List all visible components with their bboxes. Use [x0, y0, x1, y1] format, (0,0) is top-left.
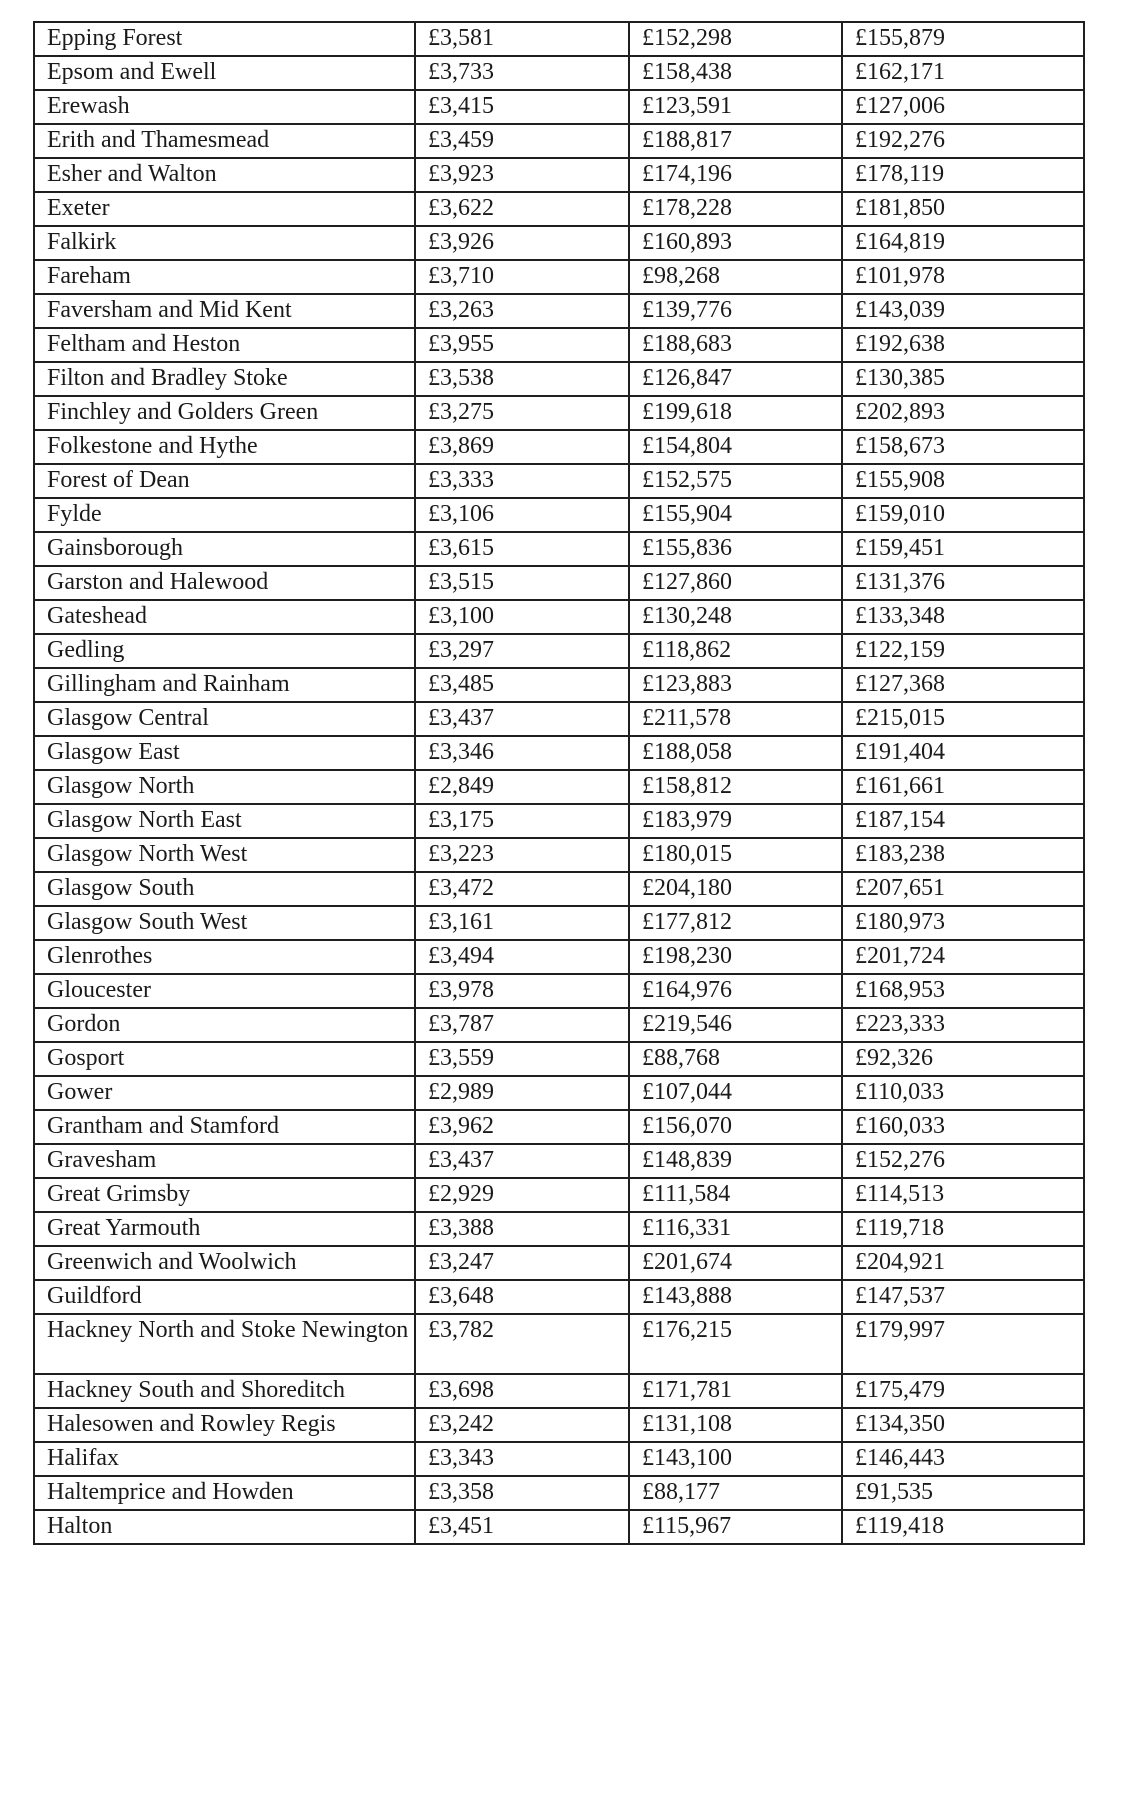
- value-cell-col4: £191,404: [842, 736, 1084, 770]
- value-cell-col4: £119,418: [842, 1510, 1084, 1544]
- value-cell-col3: £156,070: [629, 1110, 842, 1144]
- value-cell-col3: £177,812: [629, 906, 842, 940]
- constituency-name-cell: Guildford: [34, 1280, 415, 1314]
- value-cell-col3: £130,248: [629, 600, 842, 634]
- value-cell-col2: £3,782: [415, 1314, 629, 1374]
- value-cell-col2: £3,333: [415, 464, 629, 498]
- value-cell-col2: £3,297: [415, 634, 629, 668]
- value-cell-col3: £180,015: [629, 838, 842, 872]
- table-row: [34, 600, 1084, 634]
- value-cell-col2: £3,451: [415, 1510, 629, 1544]
- value-cell-col3: £131,108: [629, 1408, 842, 1442]
- value-cell-col4: £207,651: [842, 872, 1084, 906]
- table-row: [34, 124, 1084, 158]
- value-cell-col2: £3,223: [415, 838, 629, 872]
- value-cell-col4: £183,238: [842, 838, 1084, 872]
- value-cell-col4: £201,724: [842, 940, 1084, 974]
- table-row: [34, 464, 1084, 498]
- constituency-name-cell: Grantham and Stamford: [34, 1110, 415, 1144]
- value-cell-col2: £3,346: [415, 736, 629, 770]
- table-row: [34, 1246, 1084, 1280]
- value-cell-col4: £146,443: [842, 1442, 1084, 1476]
- value-cell-col2: £3,648: [415, 1280, 629, 1314]
- value-cell-col4: £119,718: [842, 1212, 1084, 1246]
- constituency-name-cell: Glenrothes: [34, 940, 415, 974]
- value-cell-col2: £3,388: [415, 1212, 629, 1246]
- table-row: [34, 566, 1084, 600]
- value-cell-col2: £3,343: [415, 1442, 629, 1476]
- value-cell-col4: £130,385: [842, 362, 1084, 396]
- value-cell-col4: £159,010: [842, 498, 1084, 532]
- value-cell-col3: £204,180: [629, 872, 842, 906]
- constituency-name-cell: Hackney North and Stoke Newington: [34, 1314, 415, 1374]
- value-cell-col2: £3,437: [415, 1144, 629, 1178]
- constituency-name-cell: Gainsborough: [34, 532, 415, 566]
- table-row: [34, 328, 1084, 362]
- value-cell-col3: £171,781: [629, 1374, 842, 1408]
- value-cell-col4: £147,537: [842, 1280, 1084, 1314]
- constituency-name-cell: Exeter: [34, 192, 415, 226]
- constituency-name-cell: Finchley and Golders Green: [34, 396, 415, 430]
- value-cell-col3: £107,044: [629, 1076, 842, 1110]
- value-cell-col2: £3,955: [415, 328, 629, 362]
- table-row: [34, 1510, 1084, 1544]
- value-cell-col3: £155,836: [629, 532, 842, 566]
- value-cell-col4: £131,376: [842, 566, 1084, 600]
- constituency-name-cell: Glasgow North East: [34, 804, 415, 838]
- constituency-name-cell: Glasgow South West: [34, 906, 415, 940]
- value-cell-col2: £3,622: [415, 192, 629, 226]
- value-cell-col3: £111,584: [629, 1178, 842, 1212]
- value-cell-col2: £3,515: [415, 566, 629, 600]
- value-cell-col2: £3,263: [415, 294, 629, 328]
- value-cell-col4: £159,451: [842, 532, 1084, 566]
- value-cell-col2: £3,926: [415, 226, 629, 260]
- constituency-name-cell: Filton and Bradley Stoke: [34, 362, 415, 396]
- value-cell-col3: £154,804: [629, 430, 842, 464]
- value-cell-col3: £211,578: [629, 702, 842, 736]
- value-cell-col4: £215,015: [842, 702, 1084, 736]
- table-row: [34, 1212, 1084, 1246]
- table-row: [34, 1476, 1084, 1510]
- value-cell-col4: £101,978: [842, 260, 1084, 294]
- value-cell-col3: £127,860: [629, 566, 842, 600]
- constituency-name-cell: Glasgow South: [34, 872, 415, 906]
- constituency-name-cell: Gosport: [34, 1042, 415, 1076]
- value-cell-col4: £223,333: [842, 1008, 1084, 1042]
- value-cell-col2: £3,161: [415, 906, 629, 940]
- constituency-name-cell: Fylde: [34, 498, 415, 532]
- constituency-name-cell: Forest of Dean: [34, 464, 415, 498]
- value-cell-col2: £2,849: [415, 770, 629, 804]
- value-cell-col2: £3,787: [415, 1008, 629, 1042]
- value-cell-col4: £192,276: [842, 124, 1084, 158]
- value-cell-col2: £3,358: [415, 1476, 629, 1510]
- table-row: [34, 736, 1084, 770]
- table-row: [34, 1110, 1084, 1144]
- constituency-name-cell: Glasgow North: [34, 770, 415, 804]
- constituency-name-cell: Glasgow Central: [34, 702, 415, 736]
- constituency-name-cell: Halifax: [34, 1442, 415, 1476]
- value-cell-col3: £188,058: [629, 736, 842, 770]
- constituency-name-cell: Gordon: [34, 1008, 415, 1042]
- table-row: [34, 702, 1084, 736]
- value-cell-col4: £168,953: [842, 974, 1084, 1008]
- table-row: [34, 1374, 1084, 1408]
- value-cell-col3: £158,812: [629, 770, 842, 804]
- value-cell-col2: £3,275: [415, 396, 629, 430]
- constituency-name-cell: Hackney South and Shoreditch: [34, 1374, 415, 1408]
- value-cell-col3: £198,230: [629, 940, 842, 974]
- constituency-table: [33, 21, 1085, 1545]
- constituency-name-cell: Gower: [34, 1076, 415, 1110]
- table-row: [34, 396, 1084, 430]
- value-cell-col2: £3,247: [415, 1246, 629, 1280]
- value-cell-col4: £133,348: [842, 600, 1084, 634]
- table-row: [34, 498, 1084, 532]
- constituency-name-cell: Folkestone and Hythe: [34, 430, 415, 464]
- value-cell-col4: £164,819: [842, 226, 1084, 260]
- constituency-name-cell: Halton: [34, 1510, 415, 1544]
- constituency-name-cell: Epping Forest: [34, 22, 415, 56]
- table-row: [34, 1314, 1084, 1374]
- value-cell-col3: £164,976: [629, 974, 842, 1008]
- value-cell-col4: £161,661: [842, 770, 1084, 804]
- table-row: [34, 1008, 1084, 1042]
- value-cell-col3: £176,215: [629, 1314, 842, 1374]
- value-cell-col4: £127,368: [842, 668, 1084, 702]
- value-cell-col2: £2,989: [415, 1076, 629, 1110]
- constituency-name-cell: Faversham and Mid Kent: [34, 294, 415, 328]
- table-row: [34, 1280, 1084, 1314]
- table-row: [34, 634, 1084, 668]
- value-cell-col2: £3,538: [415, 362, 629, 396]
- table-row: [34, 804, 1084, 838]
- table-row: [34, 770, 1084, 804]
- value-cell-col3: £126,847: [629, 362, 842, 396]
- table-row: [34, 56, 1084, 90]
- table-row: [34, 90, 1084, 124]
- value-cell-col4: £155,879: [842, 22, 1084, 56]
- value-cell-col4: £158,673: [842, 430, 1084, 464]
- constituency-name-cell: Gillingham and Rainham: [34, 668, 415, 702]
- value-cell-col3: £148,839: [629, 1144, 842, 1178]
- constituency-name-cell: Feltham and Heston: [34, 328, 415, 362]
- table-row: [34, 1408, 1084, 1442]
- value-cell-col2: £3,923: [415, 158, 629, 192]
- value-cell-col2: £3,100: [415, 600, 629, 634]
- value-cell-col4: £127,006: [842, 90, 1084, 124]
- table-row: [34, 1442, 1084, 1476]
- value-cell-col2: £3,710: [415, 260, 629, 294]
- value-cell-col4: £122,159: [842, 634, 1084, 668]
- table-row: [34, 1042, 1084, 1076]
- table-row: [34, 906, 1084, 940]
- constituency-name-cell: Great Grimsby: [34, 1178, 415, 1212]
- value-cell-col4: £204,921: [842, 1246, 1084, 1280]
- value-cell-col4: £202,893: [842, 396, 1084, 430]
- constituency-name-cell: Garston and Halewood: [34, 566, 415, 600]
- value-cell-col3: £139,776: [629, 294, 842, 328]
- value-cell-col4: £192,638: [842, 328, 1084, 362]
- constituency-name-cell: Halesowen and Rowley Regis: [34, 1408, 415, 1442]
- table-row: [34, 22, 1084, 56]
- value-cell-col4: £152,276: [842, 1144, 1084, 1178]
- table-row: [34, 430, 1084, 464]
- value-cell-col4: £160,033: [842, 1110, 1084, 1144]
- value-cell-col4: £134,350: [842, 1408, 1084, 1442]
- table-row: [34, 1144, 1084, 1178]
- value-cell-col2: £3,615: [415, 532, 629, 566]
- value-cell-col3: £88,768: [629, 1042, 842, 1076]
- value-cell-col4: £187,154: [842, 804, 1084, 838]
- table-row: [34, 1178, 1084, 1212]
- table-row: [34, 362, 1084, 396]
- constituency-name-cell: Epsom and Ewell: [34, 56, 415, 90]
- value-cell-col2: £3,106: [415, 498, 629, 532]
- value-cell-col4: £162,171: [842, 56, 1084, 90]
- value-cell-col2: £3,437: [415, 702, 629, 736]
- constituency-name-cell: Gedling: [34, 634, 415, 668]
- value-cell-col4: £155,908: [842, 464, 1084, 498]
- value-cell-col2: £3,733: [415, 56, 629, 90]
- value-cell-col3: £152,298: [629, 22, 842, 56]
- value-cell-col2: £3,175: [415, 804, 629, 838]
- table-row: [34, 158, 1084, 192]
- value-cell-col3: £188,683: [629, 328, 842, 362]
- value-cell-col3: £183,979: [629, 804, 842, 838]
- constituency-name-cell: Esher and Walton: [34, 158, 415, 192]
- table-row: [34, 1076, 1084, 1110]
- value-cell-col2: £3,962: [415, 1110, 629, 1144]
- table-row: [34, 192, 1084, 226]
- value-cell-col2: £3,494: [415, 940, 629, 974]
- value-cell-col3: £123,591: [629, 90, 842, 124]
- value-cell-col3: £160,893: [629, 226, 842, 260]
- table-row: [34, 974, 1084, 1008]
- value-cell-col4: £181,850: [842, 192, 1084, 226]
- table-row: [34, 872, 1084, 906]
- value-cell-col2: £3,978: [415, 974, 629, 1008]
- value-cell-col3: £152,575: [629, 464, 842, 498]
- value-cell-col4: £110,033: [842, 1076, 1084, 1110]
- value-cell-col3: £118,862: [629, 634, 842, 668]
- value-cell-col2: £3,559: [415, 1042, 629, 1076]
- table-row: [34, 838, 1084, 872]
- value-cell-col3: £158,438: [629, 56, 842, 90]
- value-cell-col4: £92,326: [842, 1042, 1084, 1076]
- value-cell-col2: £3,869: [415, 430, 629, 464]
- value-cell-col3: £143,100: [629, 1442, 842, 1476]
- value-cell-col2: £2,929: [415, 1178, 629, 1212]
- value-cell-col4: £179,997: [842, 1314, 1084, 1374]
- table-row: [34, 260, 1084, 294]
- constituency-name-cell: Great Yarmouth: [34, 1212, 415, 1246]
- value-cell-col3: £115,967: [629, 1510, 842, 1544]
- table-row: [34, 226, 1084, 260]
- value-cell-col3: £116,331: [629, 1212, 842, 1246]
- value-cell-col2: £3,459: [415, 124, 629, 158]
- value-cell-col3: £219,546: [629, 1008, 842, 1042]
- value-cell-col3: £174,196: [629, 158, 842, 192]
- constituency-name-cell: Gateshead: [34, 600, 415, 634]
- value-cell-col2: £3,415: [415, 90, 629, 124]
- constituency-name-cell: Haltemprice and Howden: [34, 1476, 415, 1510]
- constituency-name-cell: Fareham: [34, 260, 415, 294]
- value-cell-col3: £98,268: [629, 260, 842, 294]
- constituency-name-cell: Gravesham: [34, 1144, 415, 1178]
- value-cell-col2: £3,581: [415, 22, 629, 56]
- value-cell-col3: £178,228: [629, 192, 842, 226]
- value-cell-col4: £180,973: [842, 906, 1084, 940]
- value-cell-col2: £3,485: [415, 668, 629, 702]
- value-cell-col3: £188,817: [629, 124, 842, 158]
- constituency-name-cell: Glasgow North West: [34, 838, 415, 872]
- value-cell-col4: £143,039: [842, 294, 1084, 328]
- value-cell-col4: £175,479: [842, 1374, 1084, 1408]
- constituency-name-cell: Glasgow East: [34, 736, 415, 770]
- value-cell-col2: £3,698: [415, 1374, 629, 1408]
- value-cell-col4: £91,535: [842, 1476, 1084, 1510]
- value-cell-col4: £114,513: [842, 1178, 1084, 1212]
- value-cell-col3: £155,904: [629, 498, 842, 532]
- constituency-name-cell: Falkirk: [34, 226, 415, 260]
- constituency-name-cell: Greenwich and Woolwich: [34, 1246, 415, 1280]
- value-cell-col3: £88,177: [629, 1476, 842, 1510]
- value-cell-col3: £143,888: [629, 1280, 842, 1314]
- table-row: [34, 668, 1084, 702]
- value-cell-col3: £123,883: [629, 668, 842, 702]
- value-cell-col3: £199,618: [629, 396, 842, 430]
- value-cell-col2: £3,242: [415, 1408, 629, 1442]
- table-row: [34, 532, 1084, 566]
- value-cell-col3: £201,674: [629, 1246, 842, 1280]
- constituency-name-cell: Gloucester: [34, 974, 415, 1008]
- value-cell-col4: £178,119: [842, 158, 1084, 192]
- constituency-name-cell: Erewash: [34, 90, 415, 124]
- constituency-name-cell: Erith and Thamesmead: [34, 124, 415, 158]
- table-body: [34, 22, 1084, 1544]
- table-row: [34, 294, 1084, 328]
- table-row: [34, 940, 1084, 974]
- value-cell-col2: £3,472: [415, 872, 629, 906]
